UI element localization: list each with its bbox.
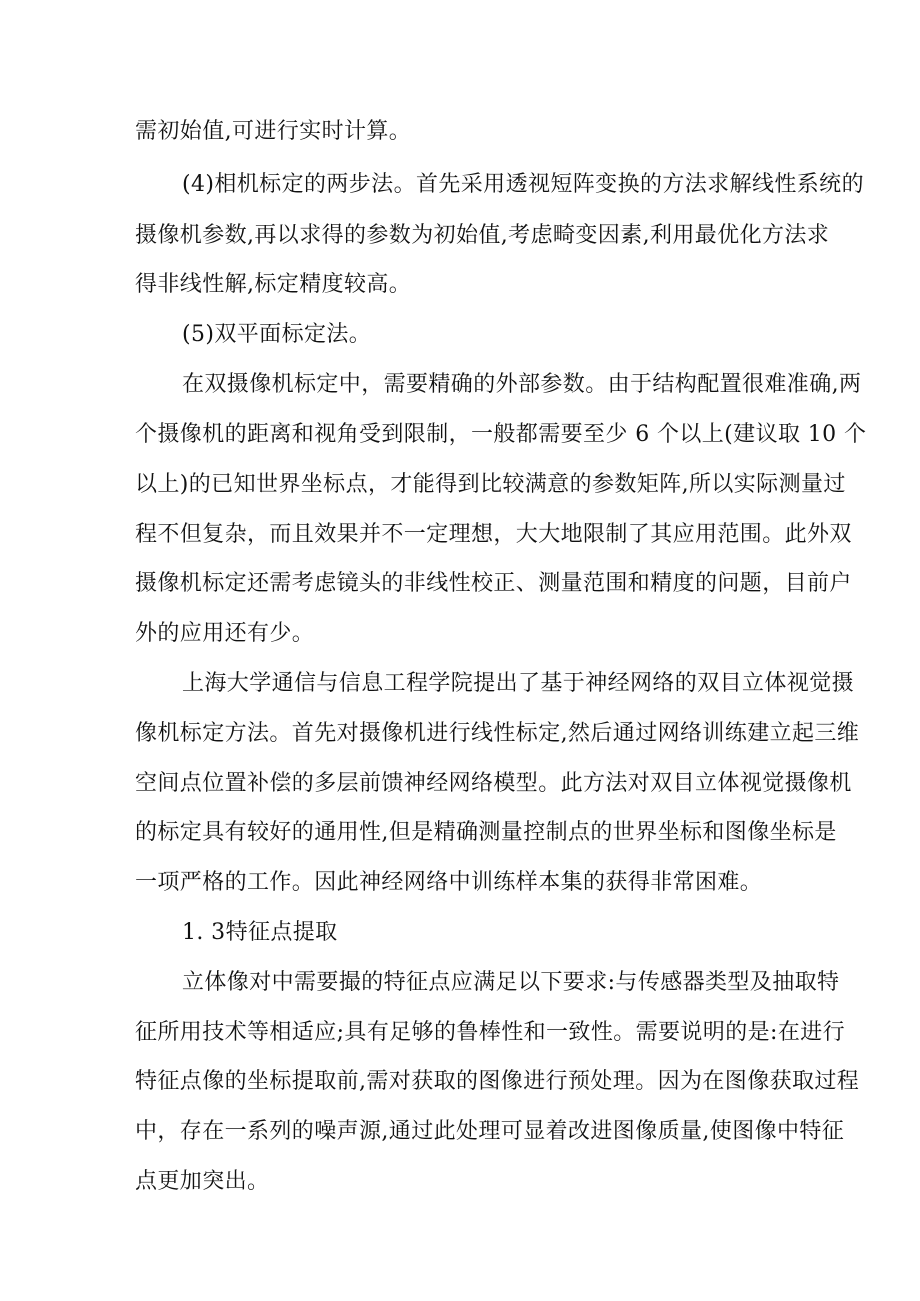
text-line: 一项严格的工作。因此神经网络中训练样本集的获得非常困难。 (135, 870, 763, 895)
text-line: 特征点像的坐标提取前,需对获取的图像进行预处理。因为在图像获取过程 (135, 1069, 860, 1094)
text-line: 在双摄像机标定中，需要精确的外部参数。由于结构配置很难准确,两 (182, 372, 862, 397)
text-line: 中，存在一系列的噪声源,通过此处理可显着改进图像质量,使图像中特征 (135, 1119, 845, 1144)
text-line: 程不但复杂，而且效果并不一定理想，大大地限制了其应用范围。此外双 (135, 522, 852, 547)
text-line: 以上)的已知世界坐标点，才能得到比较满意的参数矩阵,所以实际测量过 (135, 472, 846, 497)
text-line: 上海大学通信与信息工程学院提出了基于神经网络的双目立体视觉摄 (182, 671, 855, 696)
text-line: 摄像机参数,再以求得的参数为初始值,考虑畸变因素,利用最优化方法求 (135, 223, 830, 248)
text-line: 点更加突出。 (135, 1169, 270, 1194)
text-line: 需初始值,可进行实时计算。 (135, 119, 412, 144)
text-line: 个摄像机的距离和视角受到限制，一般都需要至少 6 个以上(建议取 10 个 (135, 422, 867, 447)
text-line: 立体像对中需要撮的特征点应满足以下要求:与传感器类型及抽取特 (182, 970, 840, 995)
section-heading: 1. 3特征点提取 (182, 920, 338, 945)
text-line: 的标定具有较好的通用性,但是精确测量控制点的世界坐标和图像坐标是 (135, 820, 837, 845)
text-line: 像机标定方法。首先对摄像机进行线性标定,然后通过网络训练建立起三维 (135, 721, 860, 746)
text-line: 外的应用还有少。 (135, 621, 315, 646)
text-line: 征所用技术等相适应;具有足够的鲁棒性和一致性。需要说明的是:在进行 (135, 1020, 846, 1045)
text-line: (4)相机标定的两步法。首先采用透视短阵变换的方法求解线性系统的 (182, 172, 864, 197)
text-line: 得非线性解,标定精度较高。 (135, 272, 412, 297)
text-line: 摄像机标定还需考虑镜头的非线性校正、测量范围和精度的问题，目前户 (135, 571, 852, 596)
text-line: (5)双平面标定法。 (182, 322, 372, 347)
text-line: 空间点位置补偿的多层前馈神经网络模型。此方法对双目立体视觉摄像机 (135, 771, 852, 796)
